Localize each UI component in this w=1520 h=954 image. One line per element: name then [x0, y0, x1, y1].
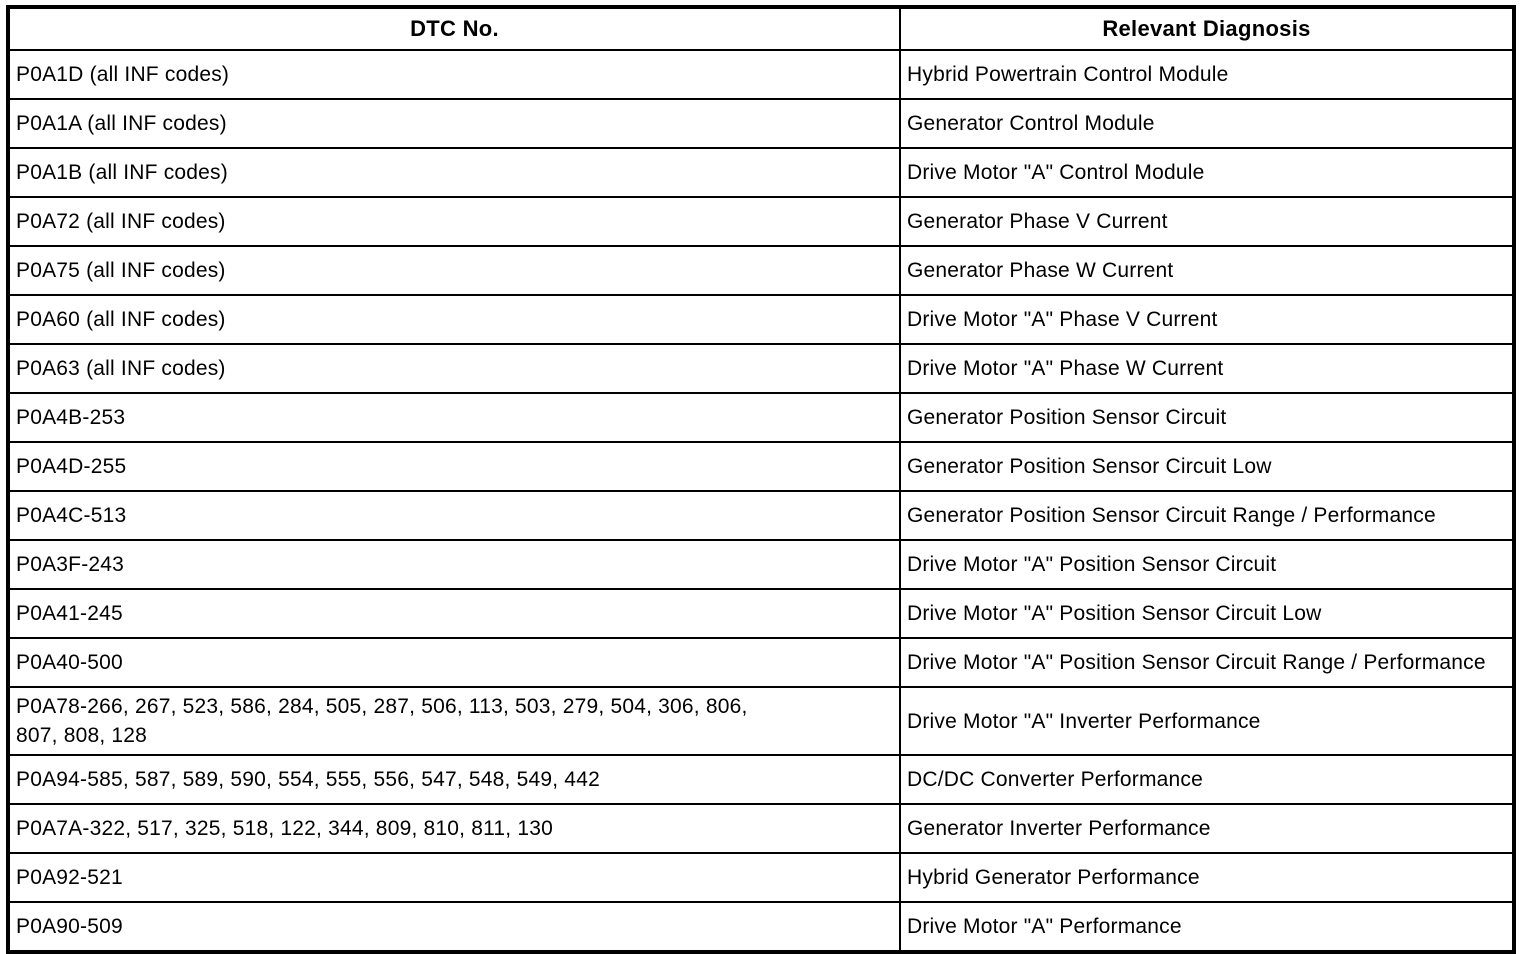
relevant-diagnosis-cell: Drive Motor "A" Inverter Performance	[900, 687, 1514, 755]
dtc-no-cell: P0A3F-243	[8, 540, 900, 589]
table-row	[8, 755, 1514, 804]
dtc-no-cell: P0A1B (all INF codes)	[8, 148, 900, 197]
dtc-no-cell: P0A41-245	[8, 589, 900, 638]
dtc-no-cell: P0A94-585, 587, 589, 590, 554, 555, 556, 547, 548, 549, 442	[8, 755, 900, 804]
dtc-no-cell: P0A78-266, 267, 523, 586, 284, 505, 287, 506, 113, 503, 279, 504, 306, 806, 807, 808, 128	[8, 687, 900, 755]
relevant-diagnosis-cell: Generator Phase V Current	[900, 197, 1514, 246]
table-row	[8, 344, 1514, 393]
dtc-no-cell: P0A72 (all INF codes)	[8, 197, 900, 246]
relevant-diagnosis-cell: DC/DC Converter Performance	[900, 755, 1514, 804]
dtc-no-cell: P0A1D (all INF codes)	[8, 50, 900, 99]
table-row	[8, 99, 1514, 148]
dtc-no-cell: P0A92-521	[8, 853, 900, 902]
table-row	[8, 246, 1514, 295]
relevant-diagnosis-cell: Drive Motor "A" Position Sensor Circuit	[900, 540, 1514, 589]
relevant-diagnosis-cell: Hybrid Generator Performance	[900, 853, 1514, 902]
dtc-no-cell: P0A1A (all INF codes)	[8, 99, 900, 148]
column-header-dtc-no: DTC No.	[8, 7, 900, 50]
table-row	[8, 148, 1514, 197]
relevant-diagnosis-cell: Drive Motor "A" Position Sensor Circuit Low	[900, 589, 1514, 638]
dtc-no-cell: P0A4C-513	[8, 491, 900, 540]
table-row	[8, 804, 1514, 853]
dtc-no-cell: P0A90-509	[8, 902, 900, 952]
table-row	[8, 442, 1514, 491]
header-row	[8, 7, 1514, 50]
table-row	[8, 393, 1514, 442]
dtc-no-cell: P0A4D-255	[8, 442, 900, 491]
relevant-diagnosis-cell: Drive Motor "A" Phase V Current	[900, 295, 1514, 344]
table-row	[8, 853, 1514, 902]
table-row	[8, 491, 1514, 540]
dtc-no-cell: P0A75 (all INF codes)	[8, 246, 900, 295]
table-row	[8, 902, 1514, 952]
table-row	[8, 638, 1514, 687]
relevant-diagnosis-cell: Drive Motor "A" Control Module	[900, 148, 1514, 197]
relevant-diagnosis-cell: Drive Motor "A" Position Sensor Circuit Range / Performance	[900, 638, 1514, 687]
table-row	[8, 589, 1514, 638]
relevant-diagnosis-cell: Generator Phase W Current	[900, 246, 1514, 295]
relevant-diagnosis-cell: Generator Position Sensor Circuit	[900, 393, 1514, 442]
dtc-no-cell: P0A63 (all INF codes)	[8, 344, 900, 393]
relevant-diagnosis-cell: Drive Motor "A" Phase W Current	[900, 344, 1514, 393]
dtc-no-cell: P0A60 (all INF codes)	[8, 295, 900, 344]
relevant-diagnosis-cell: Generator Position Sensor Circuit Low	[900, 442, 1514, 491]
dtc-no-cell: P0A7A-322, 517, 325, 518, 122, 344, 809, 810, 811, 130	[8, 804, 900, 853]
relevant-diagnosis-cell: Generator Control Module	[900, 99, 1514, 148]
table-body	[8, 50, 1514, 952]
table-header	[8, 7, 1514, 50]
relevant-diagnosis-cell: Drive Motor "A" Performance	[900, 902, 1514, 952]
dtc-no-cell: P0A4B-253	[8, 393, 900, 442]
table-row	[8, 197, 1514, 246]
dtc-no-cell: P0A40-500	[8, 638, 900, 687]
dtc-table	[6, 5, 1516, 954]
table-row	[8, 295, 1514, 344]
table-row	[8, 687, 1514, 755]
relevant-diagnosis-cell: Generator Position Sensor Circuit Range / Performance	[900, 491, 1514, 540]
table-row	[8, 50, 1514, 99]
table-row	[8, 540, 1514, 589]
column-header-relevant-diagnosis: Relevant Diagnosis	[900, 7, 1514, 50]
relevant-diagnosis-cell: Generator Inverter Performance	[900, 804, 1514, 853]
relevant-diagnosis-cell: Hybrid Powertrain Control Module	[900, 50, 1514, 99]
